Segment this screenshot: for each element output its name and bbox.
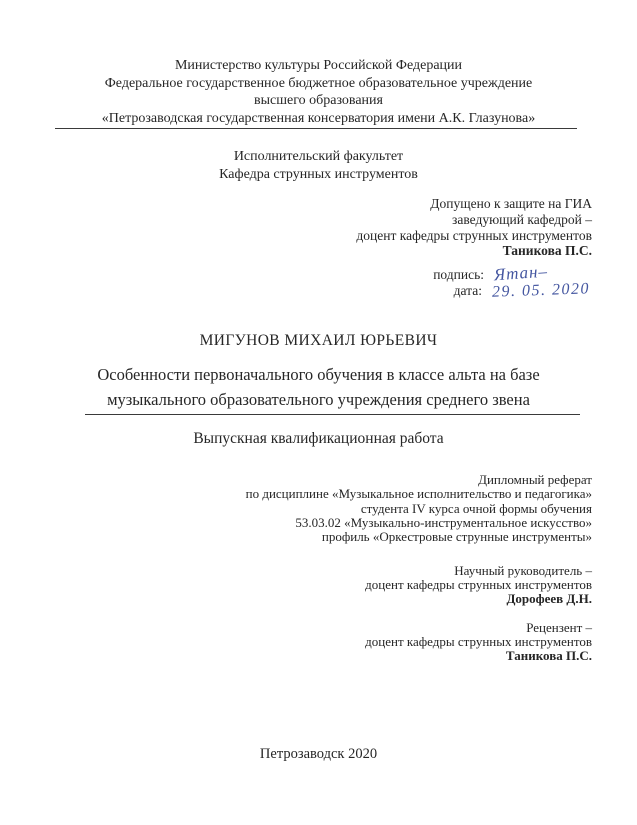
detail-line: по дисциплине «Музыкальное исполнительство и педагогика» [245, 486, 592, 502]
detail-line: Дипломный реферат [478, 472, 592, 488]
reviewer-block [0, 621, 637, 664]
handwritten-signature: Ятан– [493, 261, 549, 285]
signature-block [0, 261, 637, 301]
institution-name: «Петрозаводская государственная консерватория имени А.К. Глазунова» [101, 110, 536, 126]
approval-position-line-1: заведующий кафедрой – [452, 211, 592, 227]
reviewer-name: Таникова П.С. [505, 648, 592, 664]
author-name: МИГУНОВ МИХАИЛ ЮРЬЕВИЧ [199, 332, 438, 350]
faculty-name: Исполнительский факультет [233, 149, 404, 164]
detail-line: профиль «Оркестровые струнные инструменты» [321, 529, 592, 545]
reviewer-position: доцент кафедры струнных инструментов [365, 633, 592, 649]
date-label: дата: [453, 283, 482, 299]
signature-label: подпись: [433, 267, 484, 283]
organization-header [0, 0, 637, 127]
advisor-role: Научный руководитель – [454, 562, 592, 578]
approval-block [0, 196, 637, 259]
approval-position-line-2: доцент кафедры струнных инструментов [356, 227, 592, 243]
work-title-line-2: музыкального образовательного учреждения среднего звена [107, 390, 530, 410]
handwritten-date: 29. 05. 2020 [491, 280, 591, 301]
approval-admitted-line: Допущено к защите на ГИА [430, 196, 592, 211]
institution-line-1: Федеральное государственное бюджетное образовательное учреждение [104, 75, 533, 91]
work-type: Выпускная квалификационная работа [193, 430, 444, 448]
institution-line-2: высшего образования [254, 93, 383, 108]
approval-name: Таникова П.С. [502, 243, 592, 259]
title-divider-rule [85, 414, 580, 415]
reviewer-role: Рецензент – [526, 619, 592, 635]
advisor-position: доцент кафедры струнных инструментов [365, 576, 592, 592]
advisor-name: Дорофеев Д.Н. [506, 591, 592, 607]
signature-row [0, 261, 590, 285]
advisor-block [0, 564, 637, 607]
header-divider-rule [55, 128, 577, 129]
ministry-line: Министерство культуры Российской Федерации [174, 58, 463, 73]
city-year-footer: Петрозаводск 2020 [259, 746, 378, 762]
faculty-block [0, 148, 637, 183]
detail-line: студента IV курса очной формы обучения [360, 500, 592, 516]
date-row [0, 280, 591, 301]
work-details-block [0, 473, 637, 544]
department-name: Кафедра струнных инструментов [219, 166, 418, 182]
work-title [0, 362, 637, 412]
detail-line: 53.03.02 «Музыкально-инструментальное искусство» [295, 515, 592, 531]
work-title-line-1: Особенности первоначального обучения в классе альта на базе [97, 365, 540, 385]
